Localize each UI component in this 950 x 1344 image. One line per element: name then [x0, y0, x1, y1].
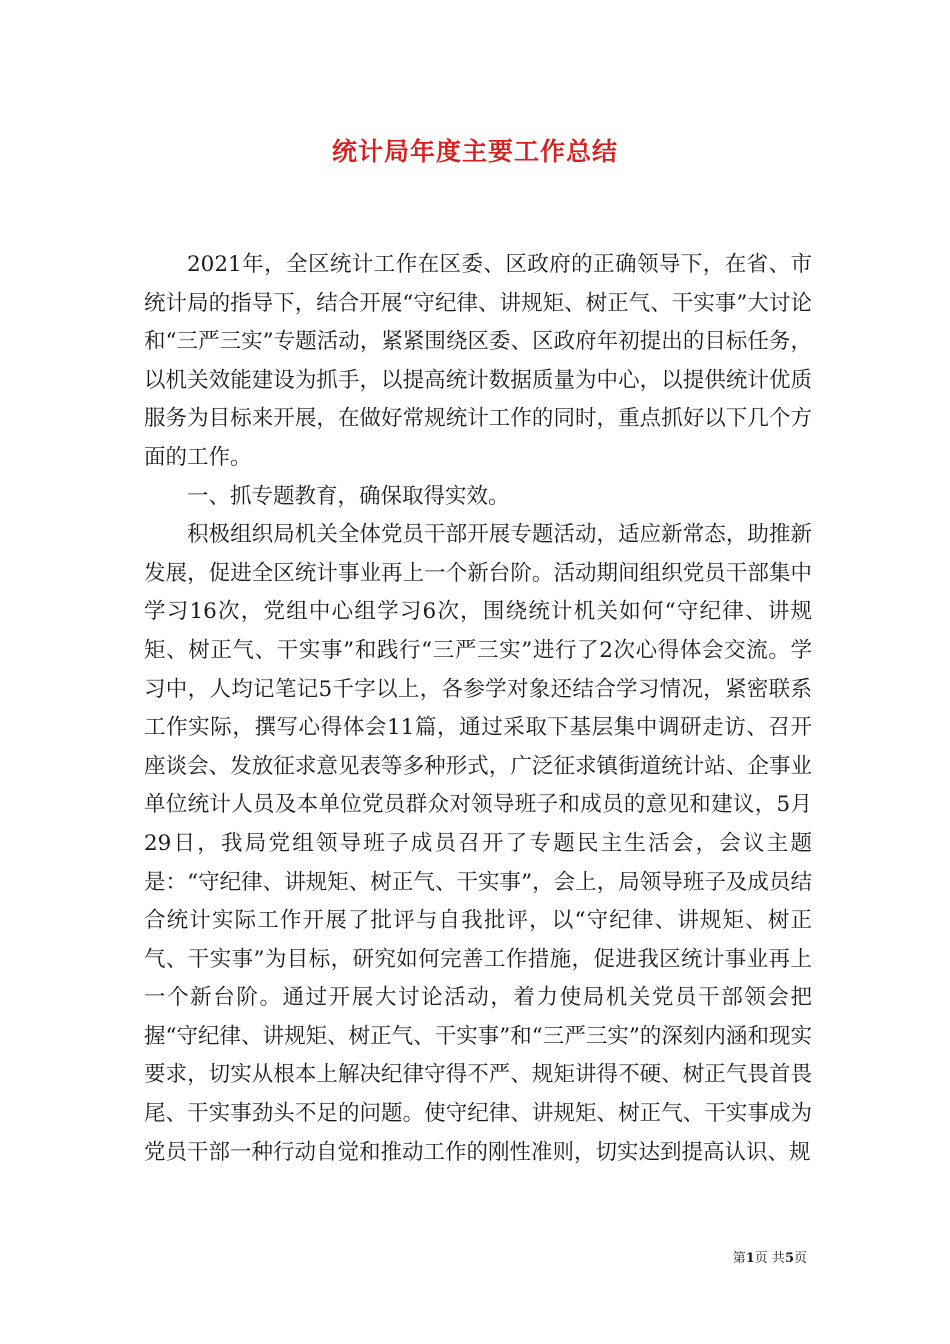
document-title: 统计局年度主要工作总结	[331, 137, 618, 166]
paragraph-section-1: 积极组织局机关全体党员干部开展专题活动，适应新常态，助推新发展，促进全区统计事业再上一个新台阶。活动期间组织党员干部集中学习16次，党组中心组学习6次，围绕统计机关如何“守纪律、讲规矩、树正气、干实事”和践行“三严三实”进行了2次心得体会交流。学习中，人均记笔记5千字以上，各参学对象还结合学习情况，紧密联系工作实际，撰写心得体会11篇，通过采取下基层集中调研走访、召开座谈会、发放征求意见表等多种形式，广泛征求镇街道统计站、企事业单位统计人员及本单位党员群众对领导班子和成员的意见和建议，5月29日，我局党组领导班子成员召开了专题民主生活会，会议主题是：“守纪律、讲规矩、树正气、干实事”，会上，局领导班子及成员结合统计实际工作开展了批评与自我批评，以“守纪律、讲规矩、树正气、干实事”为目标，研究如何完善工作措施，促进我区统计事业再上一个新台阶。通过开展大讨论活动，着力使局机关党员干部领会把握“守纪律、讲规矩、树正气、干实事”和“三严三实”的深刻内涵和现实要求，切实从根本上解决纪律守得不严、规矩讲得不硬、树正气畏首畏尾、干实事劲头不足的问题。使守纪律、讲规矩、树正气、干实事成为党员干部一种行动自觉和推动工作的刚性准则，切实达到提高认识、规	[144, 522, 812, 1165]
page-footer	[733, 1247, 807, 1266]
footer-total-pages: 5	[784, 1251, 794, 1266]
footer-middle: 页 共	[754, 1251, 785, 1266]
footer-suffix: 页	[793, 1251, 807, 1266]
document-body	[144, 246, 812, 1172]
footer-current-page: 1	[745, 1251, 755, 1266]
section-heading-1: 一、抓专题教育，确保取得实效。	[187, 483, 510, 509]
footer-prefix: 第	[732, 1251, 746, 1266]
paragraph-intro: 2021年，全区统计工作在区委、区政府的正确领导下，在省、市统计局的指导下，结合开展“守纪律、讲规矩、树正气、干实事”大讨论和“三严三实”专题活动，紧紧围绕区委、区政府年初提出的目标任务，以机关效能建设为抓手，以提高统计数据质量为中心，以提供统计优质服务为目标来开展，在做好常规统计工作的同时，重点抓好以下几个方面的工作。	[144, 252, 812, 470]
